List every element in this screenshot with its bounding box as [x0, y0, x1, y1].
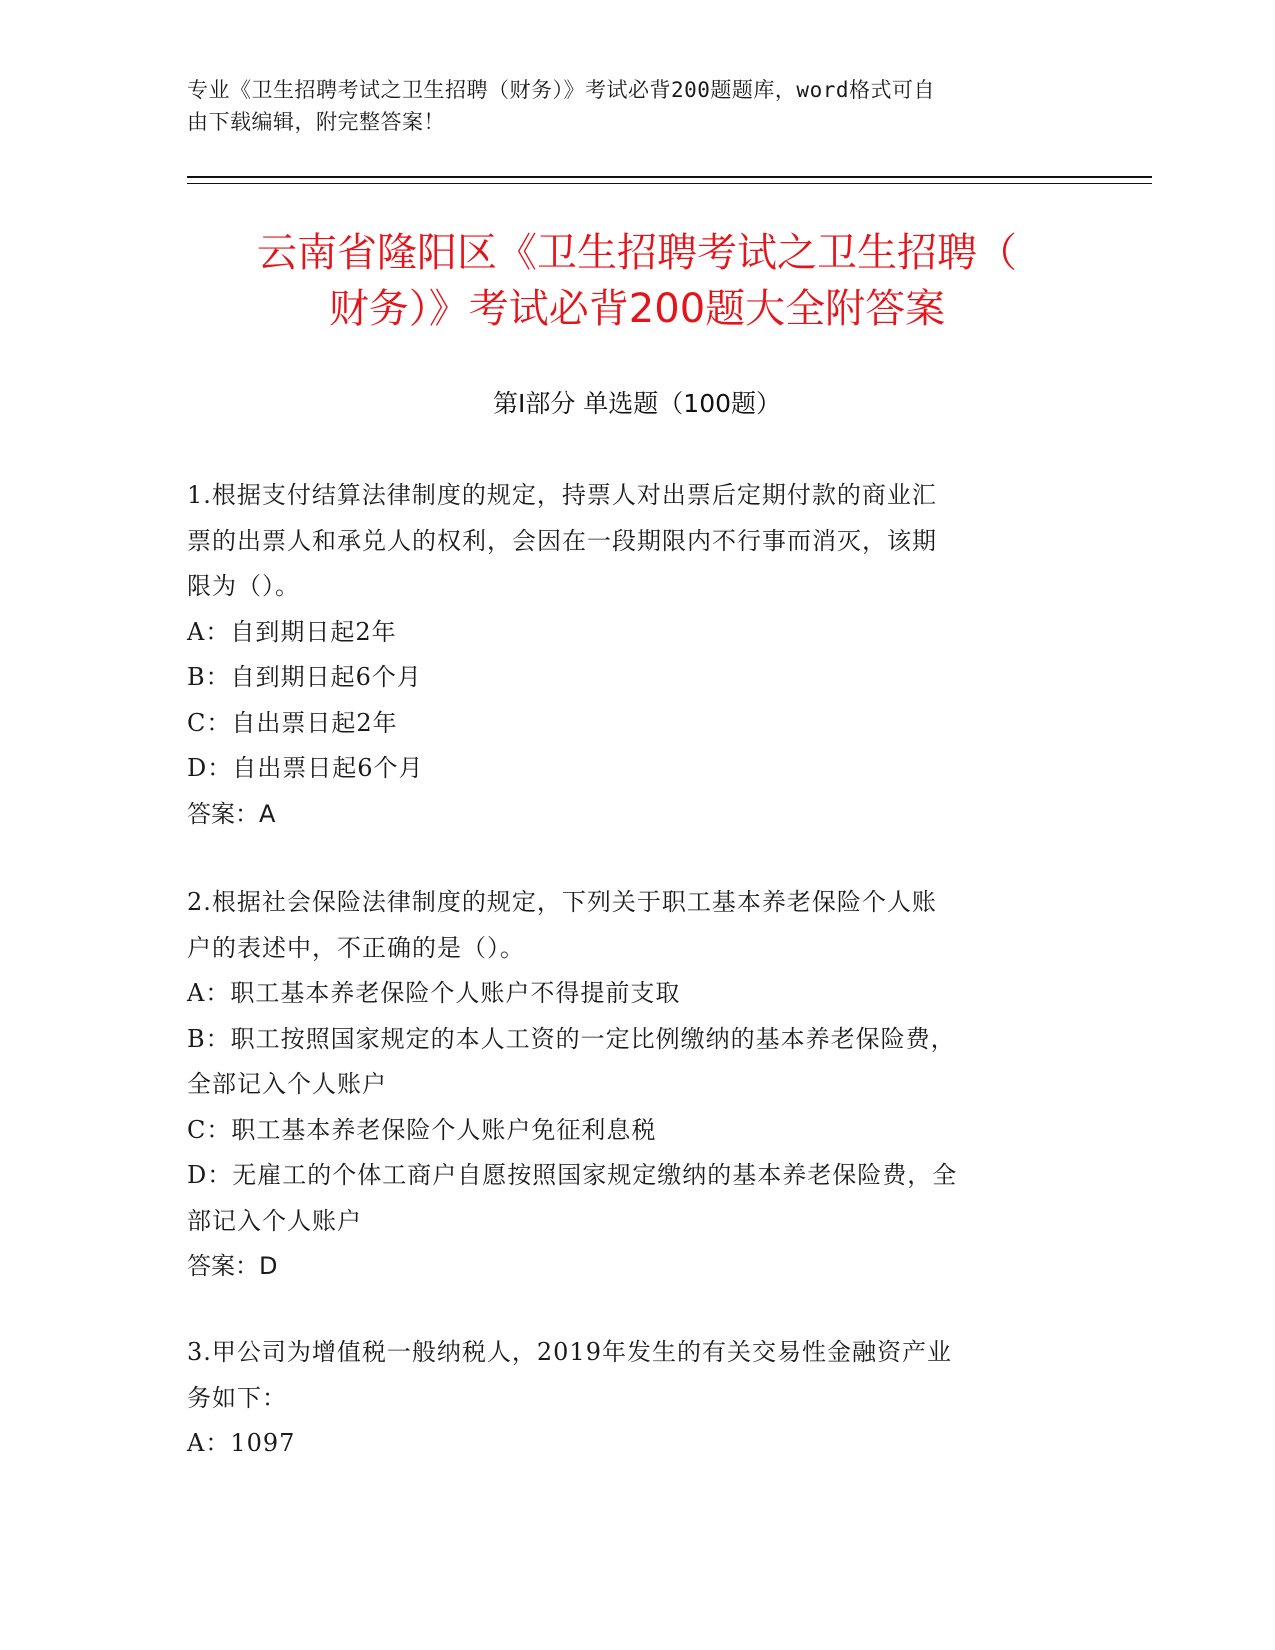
question-stem-line: 3.甲公司为增值税一般纳税人，2019年发生的有关交易性金融资产业 [187, 1338, 952, 1366]
question-3 [187, 1330, 1067, 1467]
option-d: D：自出票日起6个月 [187, 754, 424, 782]
answer: 答案：D [187, 1252, 278, 1280]
question-stem-line: 限为（）。 [187, 572, 300, 600]
question-2 [187, 880, 1067, 1290]
question-stem-line: 2.根据社会保险法律制度的规定，下列关于职工基本养老保险个人账 [187, 888, 937, 916]
option-a: A：职工基本养老保险个人账户不得提前支取 [187, 979, 681, 1007]
header-note-line-1: 专业《卫生招聘考试之卫生招聘（财务）》考试必背200题题库，word格式可自 [187, 78, 935, 102]
option-a: A：1097 [187, 1429, 296, 1457]
header-divider-thick [187, 176, 1152, 178]
option-b: B：职工按照国家规定的本人工资的一定比例缴纳的基本养老保险费， [187, 1024, 956, 1053]
question-stem-line: 1.根据支付结算法律制度的规定，持票人对出票后定期付款的商业汇 [187, 481, 937, 509]
question-1 [187, 473, 1067, 837]
header-note [187, 74, 1067, 138]
option-d: D：无雇工的个体工商户自愿按照国家规定缴纳的基本养老保险费，全 [187, 1161, 958, 1189]
header-divider-thin [187, 183, 1152, 184]
document-title-line-1: 云南省隆阳区《卫生招聘考试之卫生招聘（ [257, 230, 1017, 276]
question-stem-line: 户的表述中，不正确的是（）。 [187, 933, 525, 962]
option-b: B：自到期日起6个月 [187, 663, 422, 691]
document-title-line-2: 财务）》考试必背200题大全附答案 [328, 286, 946, 332]
question-stem-line: 票的出票人和承兑人的权利，会因在一段期限内不行事而消灭，该期 [187, 526, 937, 555]
option-c: C：职工基本养老保险个人账户免征利息税 [187, 1115, 657, 1144]
option-a: A：自到期日起2年 [187, 617, 397, 646]
option-d-continued: 部记入个人账户 [187, 1206, 362, 1235]
option-b-continued: 全部记入个人账户 [187, 1070, 387, 1098]
answer: 答案：A [187, 799, 276, 828]
header-note-line-2: 由下载编辑，附完整答案！ [187, 110, 445, 134]
option-c: C：自出票日起2年 [187, 708, 398, 737]
question-stem-line: 务如下： [187, 1383, 287, 1412]
section-title: 第Ⅰ部分 单选题（100题） [492, 389, 782, 418]
document-title [187, 225, 1087, 337]
